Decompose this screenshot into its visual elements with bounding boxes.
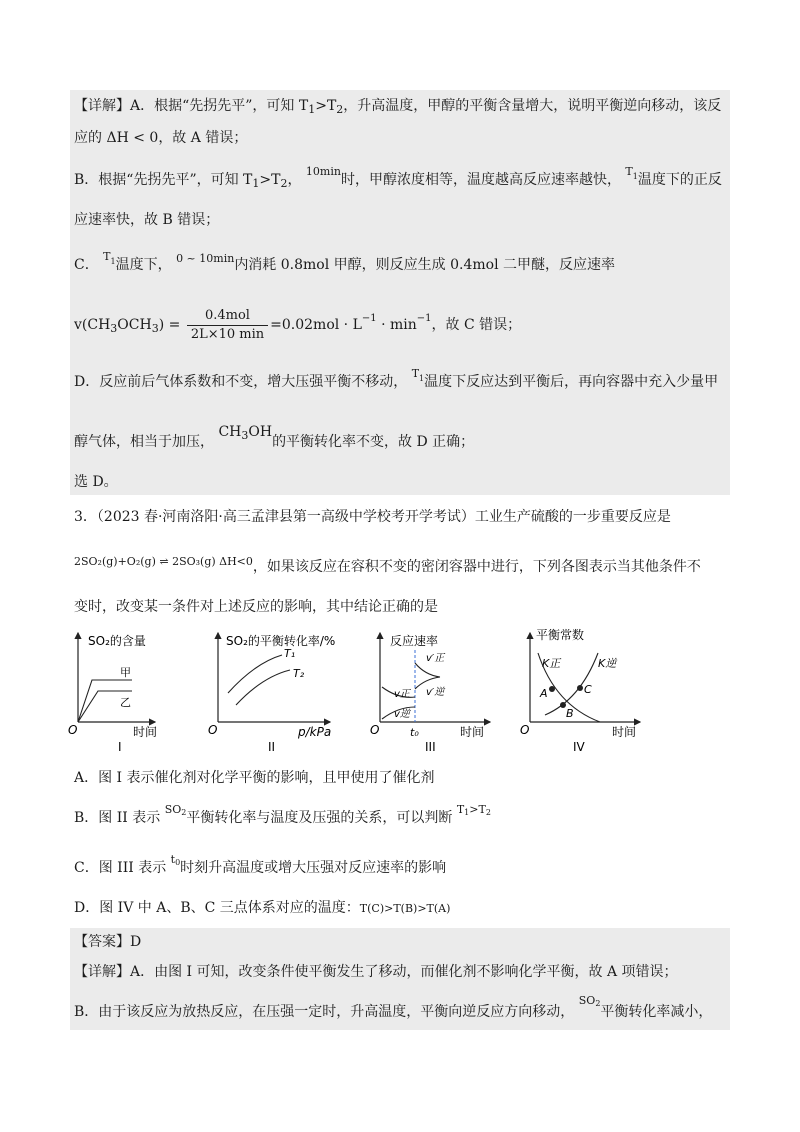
question-3-equation-line: $^{2SO_2(g)+O_2(g) \rightleftharpoons 2SO_3(g) \Delta H<0}$，如果该反应在容积不变的密闭容器中进行，下列各图表示当其他条件不 [74, 555, 701, 575]
detail-line-2: 应的 ΔH < 0，故 A 错误； [74, 130, 248, 146]
graph-2-xlabel: p/kPa [298, 725, 332, 739]
graph-3-origin: O [370, 723, 380, 737]
detail-line-1: 【详解】A．根据“先拐先平”，可知 $T_1>T_2$，升高温度，甲醇的平衡含量增大，说明平衡逆向移动，该反 [74, 98, 722, 116]
graph-3-label-v-reverse: v逆 [394, 709, 410, 720]
graph-4-label-a: A [540, 687, 548, 700]
question-3-graphs [0, 625, 800, 765]
option-d: D．图 IV 中 A、B、C 三点体系对应的温度：T(C)>T(B)>T(A) [74, 900, 451, 916]
graph-1-roman: I [118, 740, 122, 754]
answer-line: 【答案】D [74, 934, 142, 950]
graph-4-label-k-reverse: K逆 [598, 657, 617, 670]
graph-4 [520, 627, 640, 754]
graph-4-ylabel: 平衡常数 [536, 628, 585, 642]
graph-2-roman: II [268, 740, 276, 754]
graph-4-point-c [577, 685, 583, 691]
graph-3 [370, 633, 490, 754]
graph-2-origin: O [208, 723, 218, 737]
graph-1-label-yi: 乙 [120, 696, 131, 709]
option-a: A．图 I 表示催化剂对化学平衡的影响，且甲使用了催化剂 [74, 770, 435, 786]
graph-2 [208, 633, 335, 754]
graph-3-label-v-forward: v正 [394, 689, 410, 700]
question-3-stem: 3．（2023 春·河南洛阳·高三孟津县第一高级中学校考开学考试）工业生产硫酸的一步重要反应是 [74, 509, 671, 525]
graph-3-roman: III [425, 740, 436, 754]
detail-option-b-cont: 应速率快，故 B 错误； [74, 212, 220, 228]
graph-4-label-c: C [584, 683, 592, 696]
graph-4-origin: O [520, 723, 530, 737]
detail-option-c: C． $^{T1}$温度下， $^{0 \sim 10min}$内消耗 0.8mol 甲醇，则反应生成 0.4mol 二甲醚，反应速率 [74, 250, 616, 273]
graph-3-ylabel: 反应速率 [390, 634, 439, 648]
graph-4-label-b: B [566, 707, 574, 720]
graph-4-roman: IV [573, 740, 585, 754]
detail-option-d-cont: 醇气体，相当于加压， $CH_3OH$的平衡转化率不变，故 D 正确； [74, 424, 475, 450]
option-c: C．图 III 表示 $^{t0}$时刻升高温度或增大压强对反应速率的影响 [74, 853, 447, 876]
graph-2-ylabel: SO₂的平衡转化率/% [226, 634, 336, 648]
graph-2-label-t2: T₂ [293, 667, 305, 680]
graph-2-curve-t2 [236, 670, 290, 705]
graph-4-xlabel: 时间 [612, 725, 637, 739]
graph-2-label-t1: T₁ [284, 647, 296, 660]
reaction-equation: 2SO₂(g)+O₂(g) ⇌ 2SO₃(g) ΔH<0 [74, 555, 253, 568]
option-b: B．图 II 表示 SO2平衡转化率与温度及压强的关系，可以判断 $^{T1>T2}$ [74, 803, 491, 826]
detail-option-d: D．反应前后气体系数和不变，增大压强平衡不移动， $^{T1}$温度下反应达到平衡后，再向容器中充入少量甲 [74, 367, 719, 390]
detail-option-b: B．根据“先拐先平”，可知 $T_1>T_2$， $^{10min}$时，甲醇浓度相等，温度越高反应速率越快， $^{T1}$温度下的正反 [74, 165, 722, 190]
graph-3-xlabel: 时间 [460, 725, 485, 739]
answer-detail-a: 【详解】A．由图 I 可知，改变条件使平衡发生了移动，而催化剂不影响化学平衡，故 A 项错误； [74, 964, 678, 980]
graph-3-t0: t₀ [410, 726, 419, 739]
graph-4-point-a [549, 686, 555, 692]
question-3-stem-cont: 变时，改变某一条件对上述反应的影响，其中结论正确的是 [74, 599, 438, 615]
graph-1-ylabel: SO₂的含量 [88, 634, 146, 648]
graph-1-label-jia: 甲 [120, 666, 131, 679]
graph-4-label-k-forward: K正 [542, 657, 561, 670]
graph-1-origin: O [68, 723, 78, 737]
graph-1 [68, 633, 157, 754]
rate-fraction: $\frac{\text{0.4mol}}{2L\times 10 \min}$ [187, 307, 268, 344]
detail-choice: 选 D。 [74, 474, 118, 490]
detail-rate-formula: $v(CH_3OCH_3)$ = $\frac{\text{0.4mol}}{2L\times 10 \min}$ $=0.02mol \cdot L^{-1} \cdot \min^{-1}$，故 C 错误； [74, 307, 522, 342]
graph-3-label-v-prime-forward: v′正 [426, 653, 445, 664]
answer-detail-b: B．由于该反应为放热反应，在压强一定时，升高温度，平衡向逆反应方向移动， SO2平衡转化率减小， [74, 994, 713, 1020]
graph-1-xlabel: 时间 [133, 725, 158, 739]
graph-3-label-v-prime-reverse: v′逆 [426, 687, 445, 698]
